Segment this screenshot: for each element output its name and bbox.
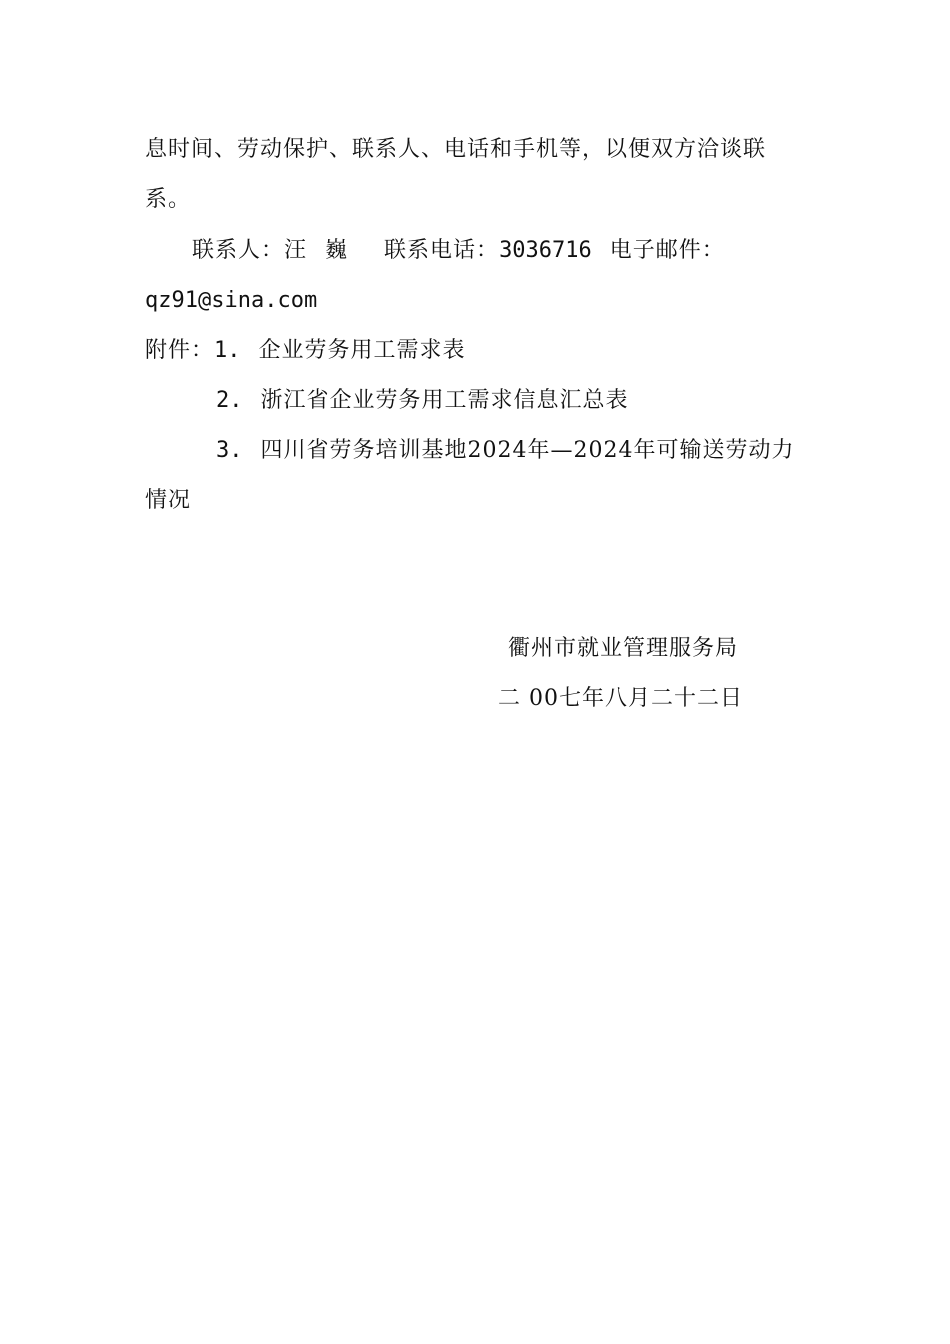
attachment-title: 四川省劳务培训基地2024年—2024年可输送劳动力 <box>260 438 795 463</box>
signature-organization: 衢州市就业管理服务局 <box>508 636 739 661</box>
attachment-title: 浙江省企业劳务用工需求信息汇总表 <box>260 388 629 413</box>
contact-phone: 3036716 <box>499 238 592 263</box>
attachment-line <box>216 437 794 465</box>
attachment-number: 2. <box>216 388 243 413</box>
attachment-title: 企业劳务用工需求表 <box>258 338 466 363</box>
contact-person-name: 汪 <box>284 238 308 263</box>
signature-date: 二 00七年八月二十二日 <box>498 686 743 711</box>
attachment-line <box>216 387 629 415</box>
contact-phone-label: 联系电话： <box>384 238 500 263</box>
contact-person-name: 巍 <box>325 238 349 263</box>
attachment-line <box>145 337 466 365</box>
body-paragraph-line: 息时间、劳动保护、联系人、电话和手机等，以便双方洽谈联 <box>145 137 767 162</box>
contact-email-label: 电子邮件： <box>609 238 725 263</box>
contact-line <box>192 237 725 265</box>
contact-person-label: 联系人： <box>192 238 285 263</box>
attachment-continuation: 情况 <box>145 488 192 513</box>
contact-email: qz91@sina.com <box>145 288 318 313</box>
attachment-number: 1. <box>214 338 241 363</box>
attachment-number: 3. <box>216 438 243 463</box>
body-paragraph-line: 系。 <box>145 187 192 212</box>
attachments-label: 附件： <box>145 338 215 363</box>
